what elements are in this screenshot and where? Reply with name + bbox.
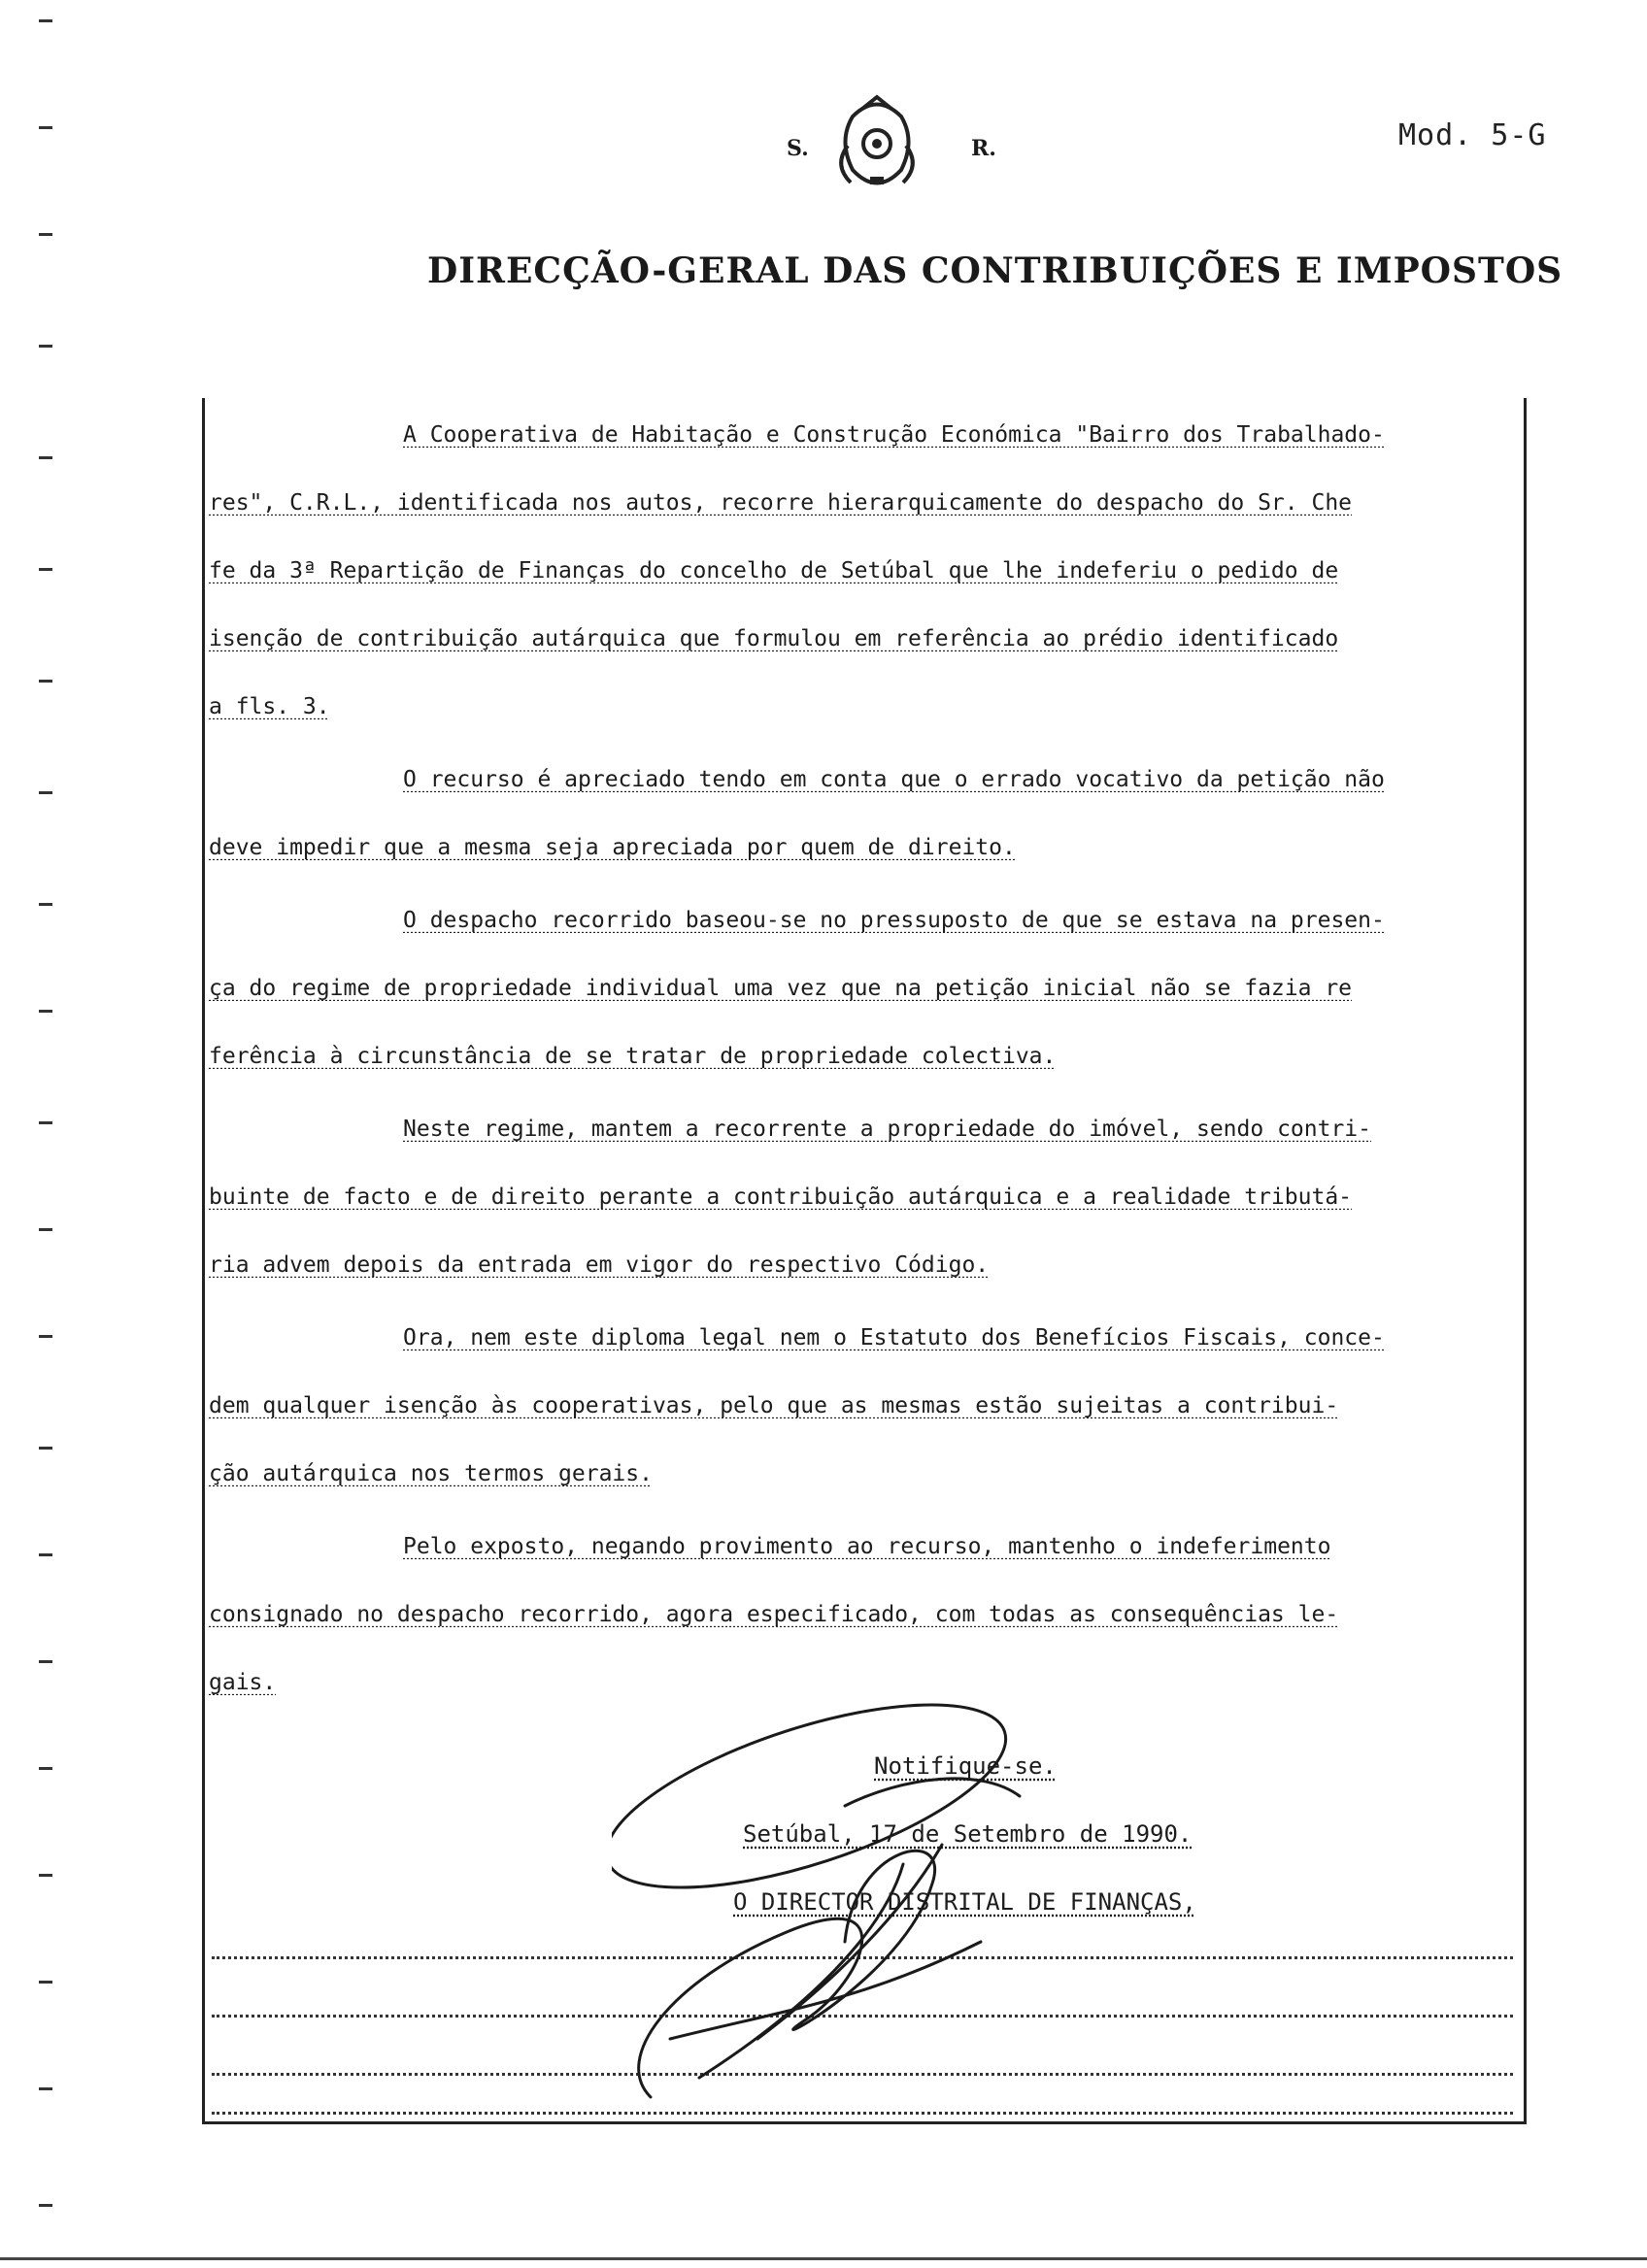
body-line: gais. [209, 1670, 277, 1695]
body-line: ria advem depois da entrada em vigor do respectivo Código. [209, 1252, 990, 1278]
body-line: A Cooperativa de Habitação e Construção Económica "Bairro dos Trabalhado- [403, 422, 1385, 448]
place-date-line: Setúbal, 17 de Setembro de 1990. [743, 1820, 1193, 1848]
margin-tick [39, 456, 52, 459]
margin-tick [39, 1335, 52, 1338]
blank-rule [212, 1956, 1513, 1959]
margin-tick [39, 1010, 52, 1013]
seal-letter-right: R. [971, 136, 996, 161]
body-line: Neste regime, mantem a recorrente a propriedade do imóvel, sendo contri- [403, 1117, 1371, 1142]
margin-tick [39, 2204, 52, 2207]
blank-rule [212, 2073, 1513, 2076]
body-line: ção autárquica nos termos gerais. [209, 1461, 653, 1486]
margin-tick [39, 903, 52, 906]
margin-tick [39, 1981, 52, 1984]
body-line: Ora, nem este diploma legal nem o Estatuto dos Benefícios Fiscais, conce- [403, 1325, 1385, 1351]
body-line: a fls. 3. [209, 694, 330, 719]
margin-tick [39, 791, 52, 794]
margin-tick [39, 19, 52, 22]
margin-tick [39, 233, 52, 236]
signatory-line: O DIRECTOR DISTRITAL DE FINANÇAS, [733, 1888, 1196, 1916]
blank-rule [212, 2112, 1513, 2115]
margin-tick [39, 1553, 52, 1556]
margin-tick [39, 568, 52, 571]
body-line: buinte de facto e de direito perante a contribuição autárquica e a realidade tributá- [209, 1184, 1353, 1210]
seal-letter-left: S. [787, 136, 809, 161]
body-line: O recurso é apreciado tendo em conta que o errado vocativo da petição não [403, 767, 1385, 792]
body-line: res", C.R.L., identificada nos autos, recorre hierarquicamente do despacho do Sr. Che [209, 490, 1353, 516]
margin-tick [39, 2087, 52, 2090]
margin-tick [39, 1121, 52, 1124]
body-line: Pelo exposto, negando provimento ao recurso, mantenho o indeferimento [403, 1534, 1331, 1559]
body-line: consignado no despacho recorrido, agora especificado, com todas as consequências le- [209, 1602, 1339, 1627]
margin-tick [39, 1874, 52, 1877]
form-code: Mod. 5-G [1398, 118, 1547, 152]
margin-tick [39, 680, 52, 683]
margin-tick [39, 1767, 52, 1770]
agency-title: DIRECÇÃO-GERAL DAS CONTRIBUIÇÕES E IMPOSTOS [427, 250, 1563, 291]
margin-tick [39, 1660, 52, 1663]
notify-line: Notifique-se. [874, 1752, 1057, 1780]
body-line: ça do regime de propriedade individual uma vez que na petição inicial não se fazia re [209, 976, 1353, 1001]
page-bottom-edge [0, 2257, 1647, 2260]
blank-rule [212, 2015, 1513, 2018]
body-line: fe da 3ª Repartição de Finanças do concelho de Setúbal que lhe indeferiu o pedido de [209, 558, 1339, 584]
coat-of-arms-seal [824, 87, 930, 204]
body-line: deve impedir que a mesma seja apreciada por quem de direito. [209, 835, 1016, 860]
margin-tick [39, 1447, 52, 1450]
margin-tick [39, 1228, 52, 1231]
body-line: ferência à circunstância de se tratar de propriedade colectiva. [209, 1044, 1057, 1069]
margin-tick [39, 345, 52, 348]
body-line: O despacho recorrido baseou-se no pressuposto de que se estava na presen- [403, 908, 1385, 933]
margin-tick [39, 126, 52, 129]
body-line: isenção de contribuição autárquica que formulou em referência ao prédio identificado [209, 626, 1339, 651]
body-line: dem qualquer isenção às cooperativas, pelo que as mesmas estão sujeitas a contribui- [209, 1393, 1339, 1418]
